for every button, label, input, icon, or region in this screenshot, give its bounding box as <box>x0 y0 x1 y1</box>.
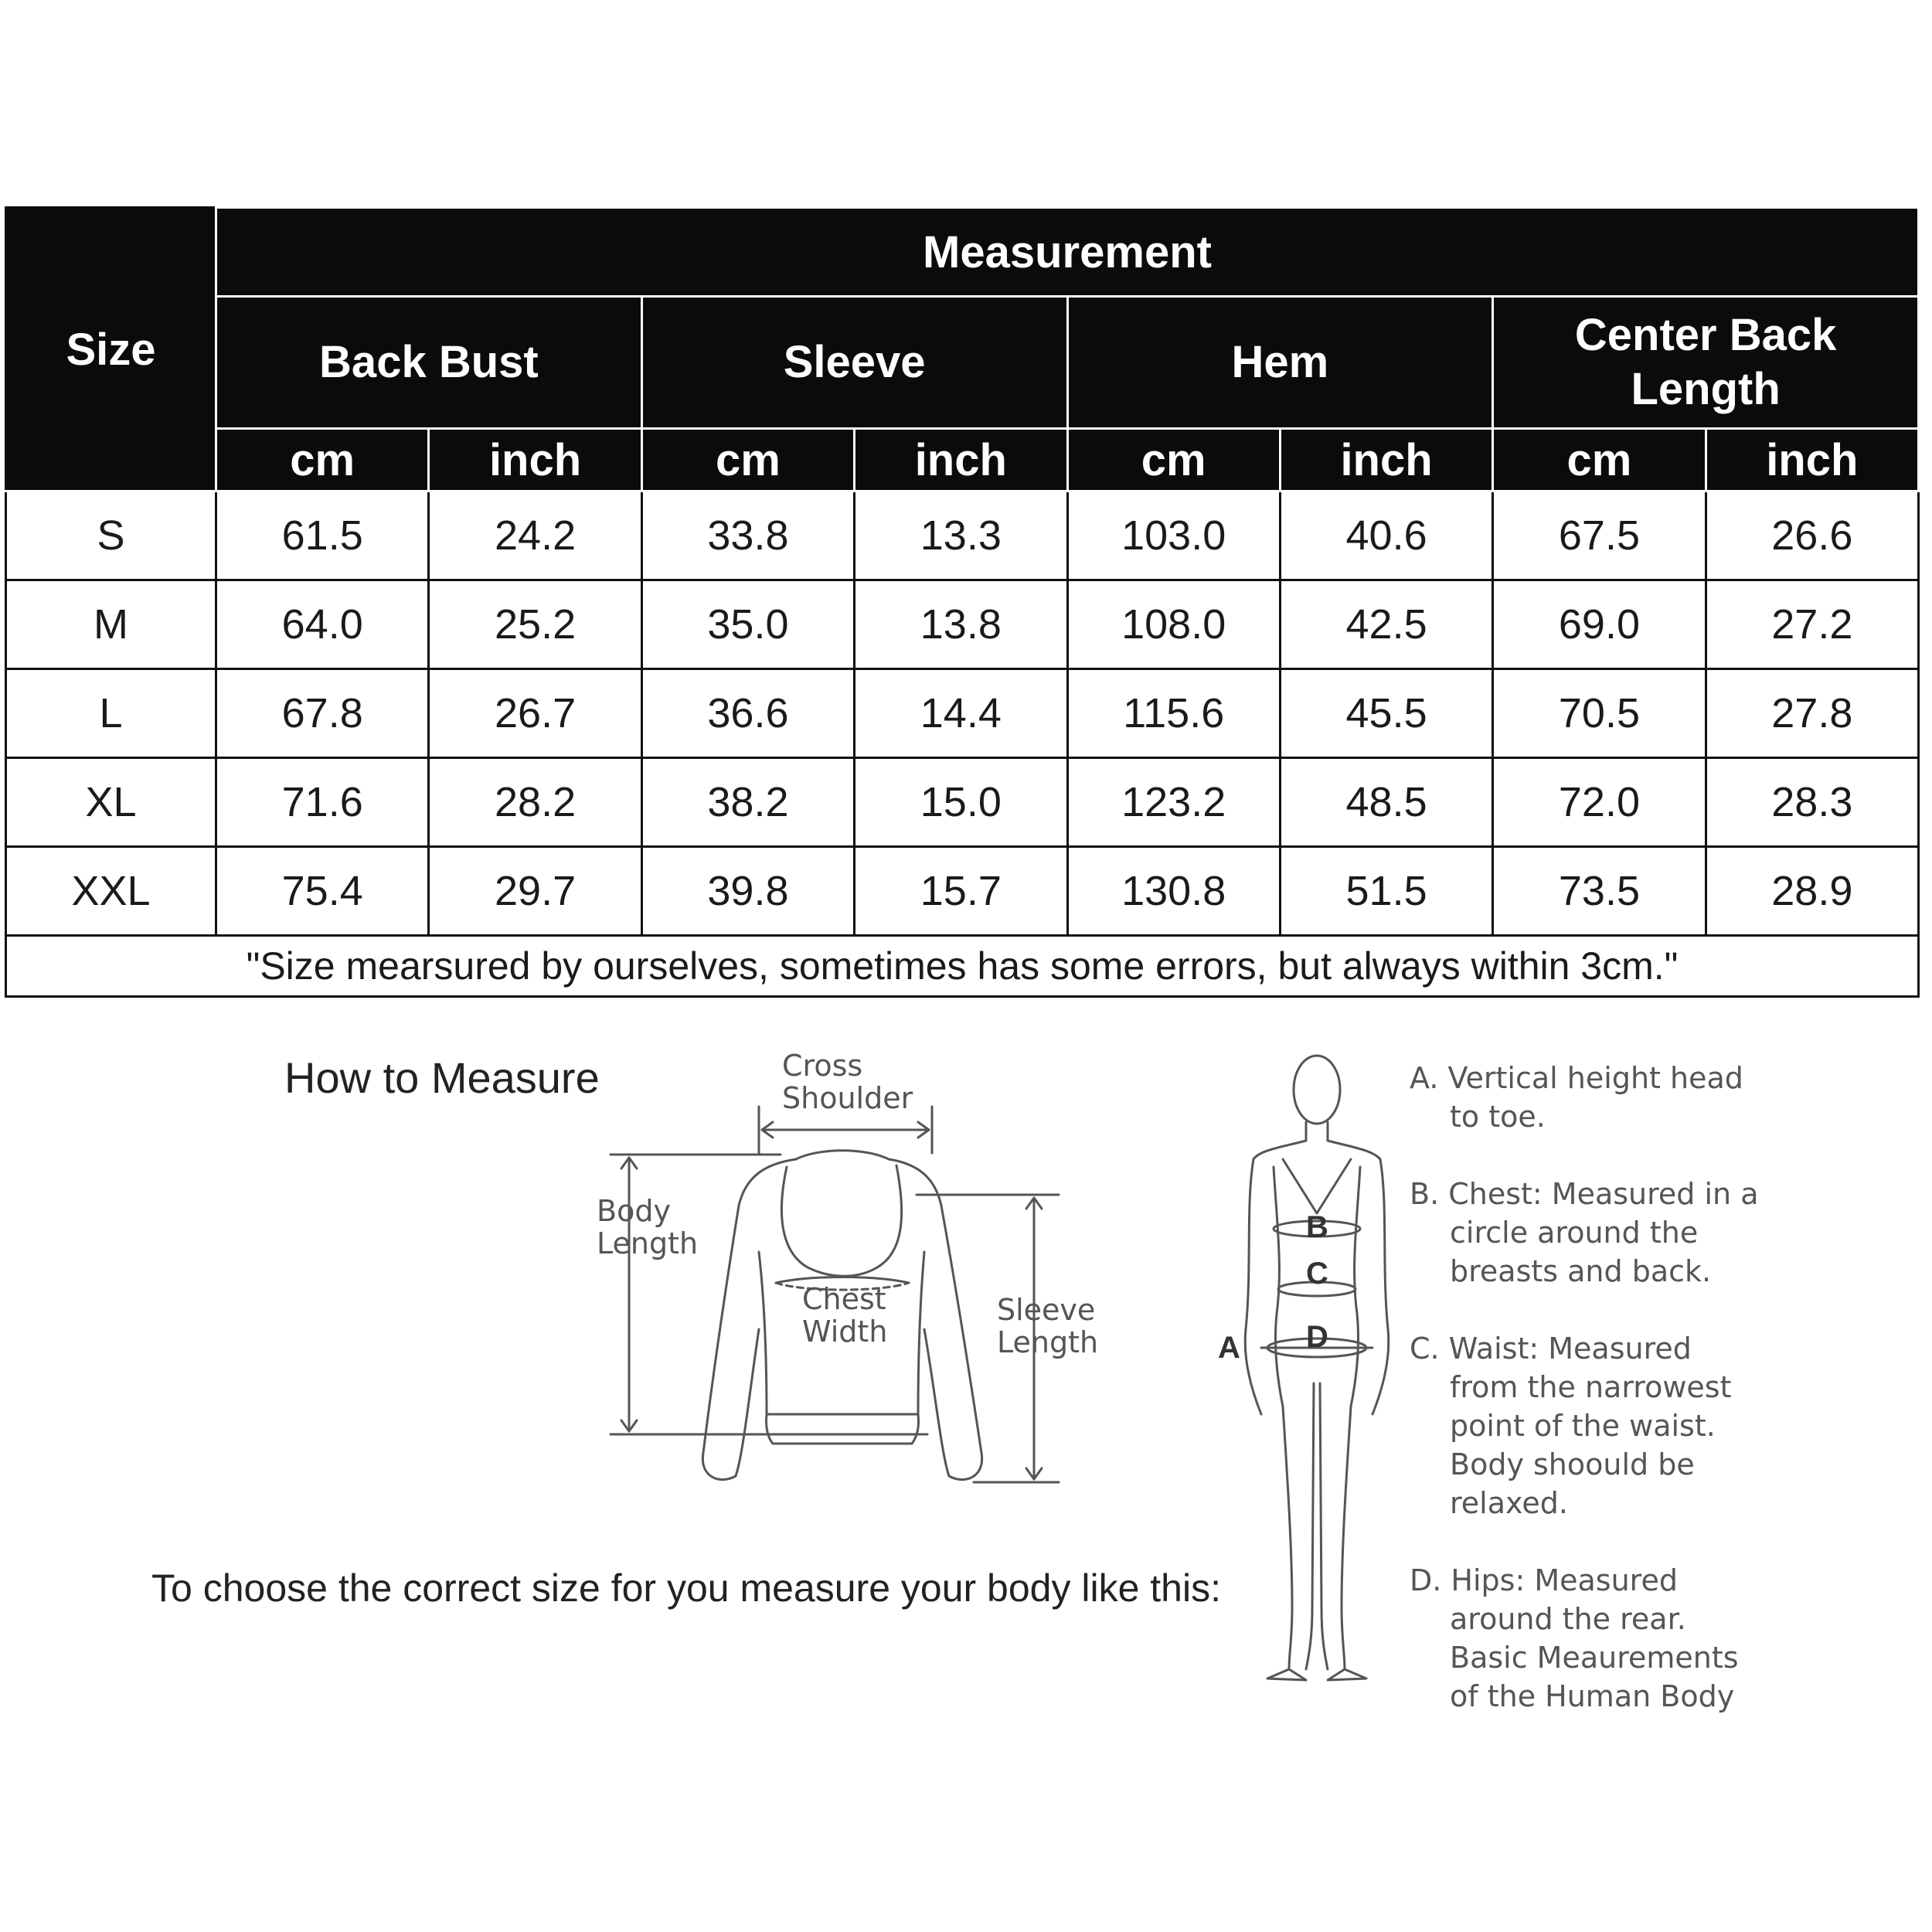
label-line: Sleeve <box>997 1293 1096 1327</box>
value-cell: 27.8 <box>1706 669 1918 758</box>
value-cell: 33.8 <box>641 492 854 580</box>
value-cell: 67.8 <box>216 669 429 758</box>
definition-heading: D. Hips: Measured <box>1410 1563 1678 1597</box>
definition-line: from the narrowest <box>1450 1370 1732 1404</box>
value-cell: 75.4 <box>216 847 429 936</box>
value-cell: 15.0 <box>855 758 1067 847</box>
label-line: Width <box>802 1315 888 1349</box>
value-cell: 69.0 <box>1493 580 1706 669</box>
unit-header-inch: inch <box>1706 429 1918 492</box>
body-letter-a: A <box>1218 1331 1240 1365</box>
value-cell: 45.5 <box>1280 669 1492 758</box>
label-line: Chest <box>802 1282 886 1316</box>
group-header-back-bust: Back Bust <box>216 297 642 429</box>
definition-line: of the Human Body <box>1450 1679 1735 1713</box>
measurement-header: Measurement <box>216 208 1919 297</box>
value-cell: 26.7 <box>429 669 641 758</box>
label-line: Cross <box>782 1049 863 1083</box>
value-cell: 24.2 <box>429 492 641 580</box>
value-cell: 73.5 <box>1493 847 1706 936</box>
unit-header-inch: inch <box>1280 429 1492 492</box>
value-cell: 64.0 <box>216 580 429 669</box>
size-cell: M <box>6 580 216 669</box>
value-cell: 70.5 <box>1493 669 1706 758</box>
value-cell: 103.0 <box>1067 492 1280 580</box>
definition-c <box>1410 1329 1765 1522</box>
body-letter-c: C <box>1306 1257 1328 1291</box>
unit-header-cm: cm <box>216 429 429 492</box>
definition-d <box>1410 1561 1765 1716</box>
value-cell: 14.4 <box>855 669 1067 758</box>
value-cell: 36.6 <box>641 669 854 758</box>
value-cell: 108.0 <box>1067 580 1280 669</box>
definition-heading: C. Waist: Measured <box>1410 1332 1692 1366</box>
size-note: "Size mearsured by ourselves, sometimes has some errors, but always within 3cm." <box>6 936 1919 997</box>
value-cell: 40.6 <box>1280 492 1492 580</box>
value-cell: 25.2 <box>429 580 641 669</box>
sleeve-length-label <box>997 1294 1098 1359</box>
definition-heading: A. Vertical height head <box>1410 1061 1743 1095</box>
body-length-label <box>597 1195 698 1260</box>
value-cell: 38.2 <box>641 758 854 847</box>
value-cell: 48.5 <box>1280 758 1492 847</box>
value-cell: 26.6 <box>1706 492 1918 580</box>
unit-header-cm: cm <box>1493 429 1706 492</box>
body-letter-b: B <box>1306 1210 1328 1244</box>
label-line: Body <box>597 1194 671 1228</box>
unit-header-cm: cm <box>1067 429 1280 492</box>
value-cell: 72.0 <box>1493 758 1706 847</box>
definition-line: to toe. <box>1450 1100 1546 1134</box>
definition-line: relaxed. <box>1450 1486 1568 1520</box>
label-line: Shoulder <box>782 1081 913 1115</box>
definition-line: around the rear. <box>1450 1602 1686 1636</box>
value-cell: 115.6 <box>1067 669 1280 758</box>
body-letter-d: D <box>1306 1320 1328 1354</box>
size-cell: XXL <box>6 847 216 936</box>
value-cell: 28.9 <box>1706 847 1918 936</box>
definition-line: point of the waist. <box>1450 1409 1716 1443</box>
size-header: Size <box>6 208 216 492</box>
cross-shoulder-label <box>782 1049 913 1114</box>
body-figure-icon <box>1245 1056 1389 1680</box>
value-cell: 51.5 <box>1280 847 1492 936</box>
value-cell: 67.5 <box>1493 492 1706 580</box>
value-cell: 130.8 <box>1067 847 1280 936</box>
value-cell: 71.6 <box>216 758 429 847</box>
value-cell: 35.0 <box>641 580 854 669</box>
size-cell: L <box>6 669 216 758</box>
unit-header-inch: inch <box>429 429 641 492</box>
value-cell: 27.2 <box>1706 580 1918 669</box>
definition-line: breasts and back. <box>1450 1254 1712 1288</box>
definition-heading: B. Chest: Measured in a <box>1410 1177 1759 1211</box>
size-cell: XL <box>6 758 216 847</box>
group-header-hem: Hem <box>1067 297 1493 429</box>
choose-size-instruction: To choose the correct size for you measure your body like this: <box>151 1566 1221 1610</box>
unit-header-inch: inch <box>855 429 1067 492</box>
chest-width-label <box>802 1283 887 1348</box>
value-cell: 15.7 <box>855 847 1067 936</box>
definition-line: Basic Meaurements <box>1450 1641 1739 1675</box>
label-line: Length <box>997 1325 1099 1359</box>
value-cell: 61.5 <box>216 492 429 580</box>
value-cell: 28.2 <box>429 758 641 847</box>
value-cell: 123.2 <box>1067 758 1280 847</box>
definition-b <box>1410 1175 1765 1291</box>
value-cell: 28.3 <box>1706 758 1918 847</box>
definition-a <box>1410 1059 1765 1136</box>
label-line: Length <box>597 1226 699 1260</box>
value-cell: 13.8 <box>855 580 1067 669</box>
value-cell: 13.3 <box>855 492 1067 580</box>
unit-header-cm: cm <box>641 429 854 492</box>
how-to-measure-title: How to Measure <box>284 1053 600 1102</box>
value-cell: 39.8 <box>641 847 854 936</box>
group-header-center-back-length: Center Back Length <box>1493 297 1919 429</box>
group-header-sleeve: Sleeve <box>641 297 1067 429</box>
value-cell: 42.5 <box>1280 580 1492 669</box>
definition-line: Body shoould be <box>1450 1447 1695 1481</box>
definition-line: circle around the <box>1450 1216 1699 1250</box>
value-cell: 29.7 <box>429 847 641 936</box>
size-cell: S <box>6 492 216 580</box>
